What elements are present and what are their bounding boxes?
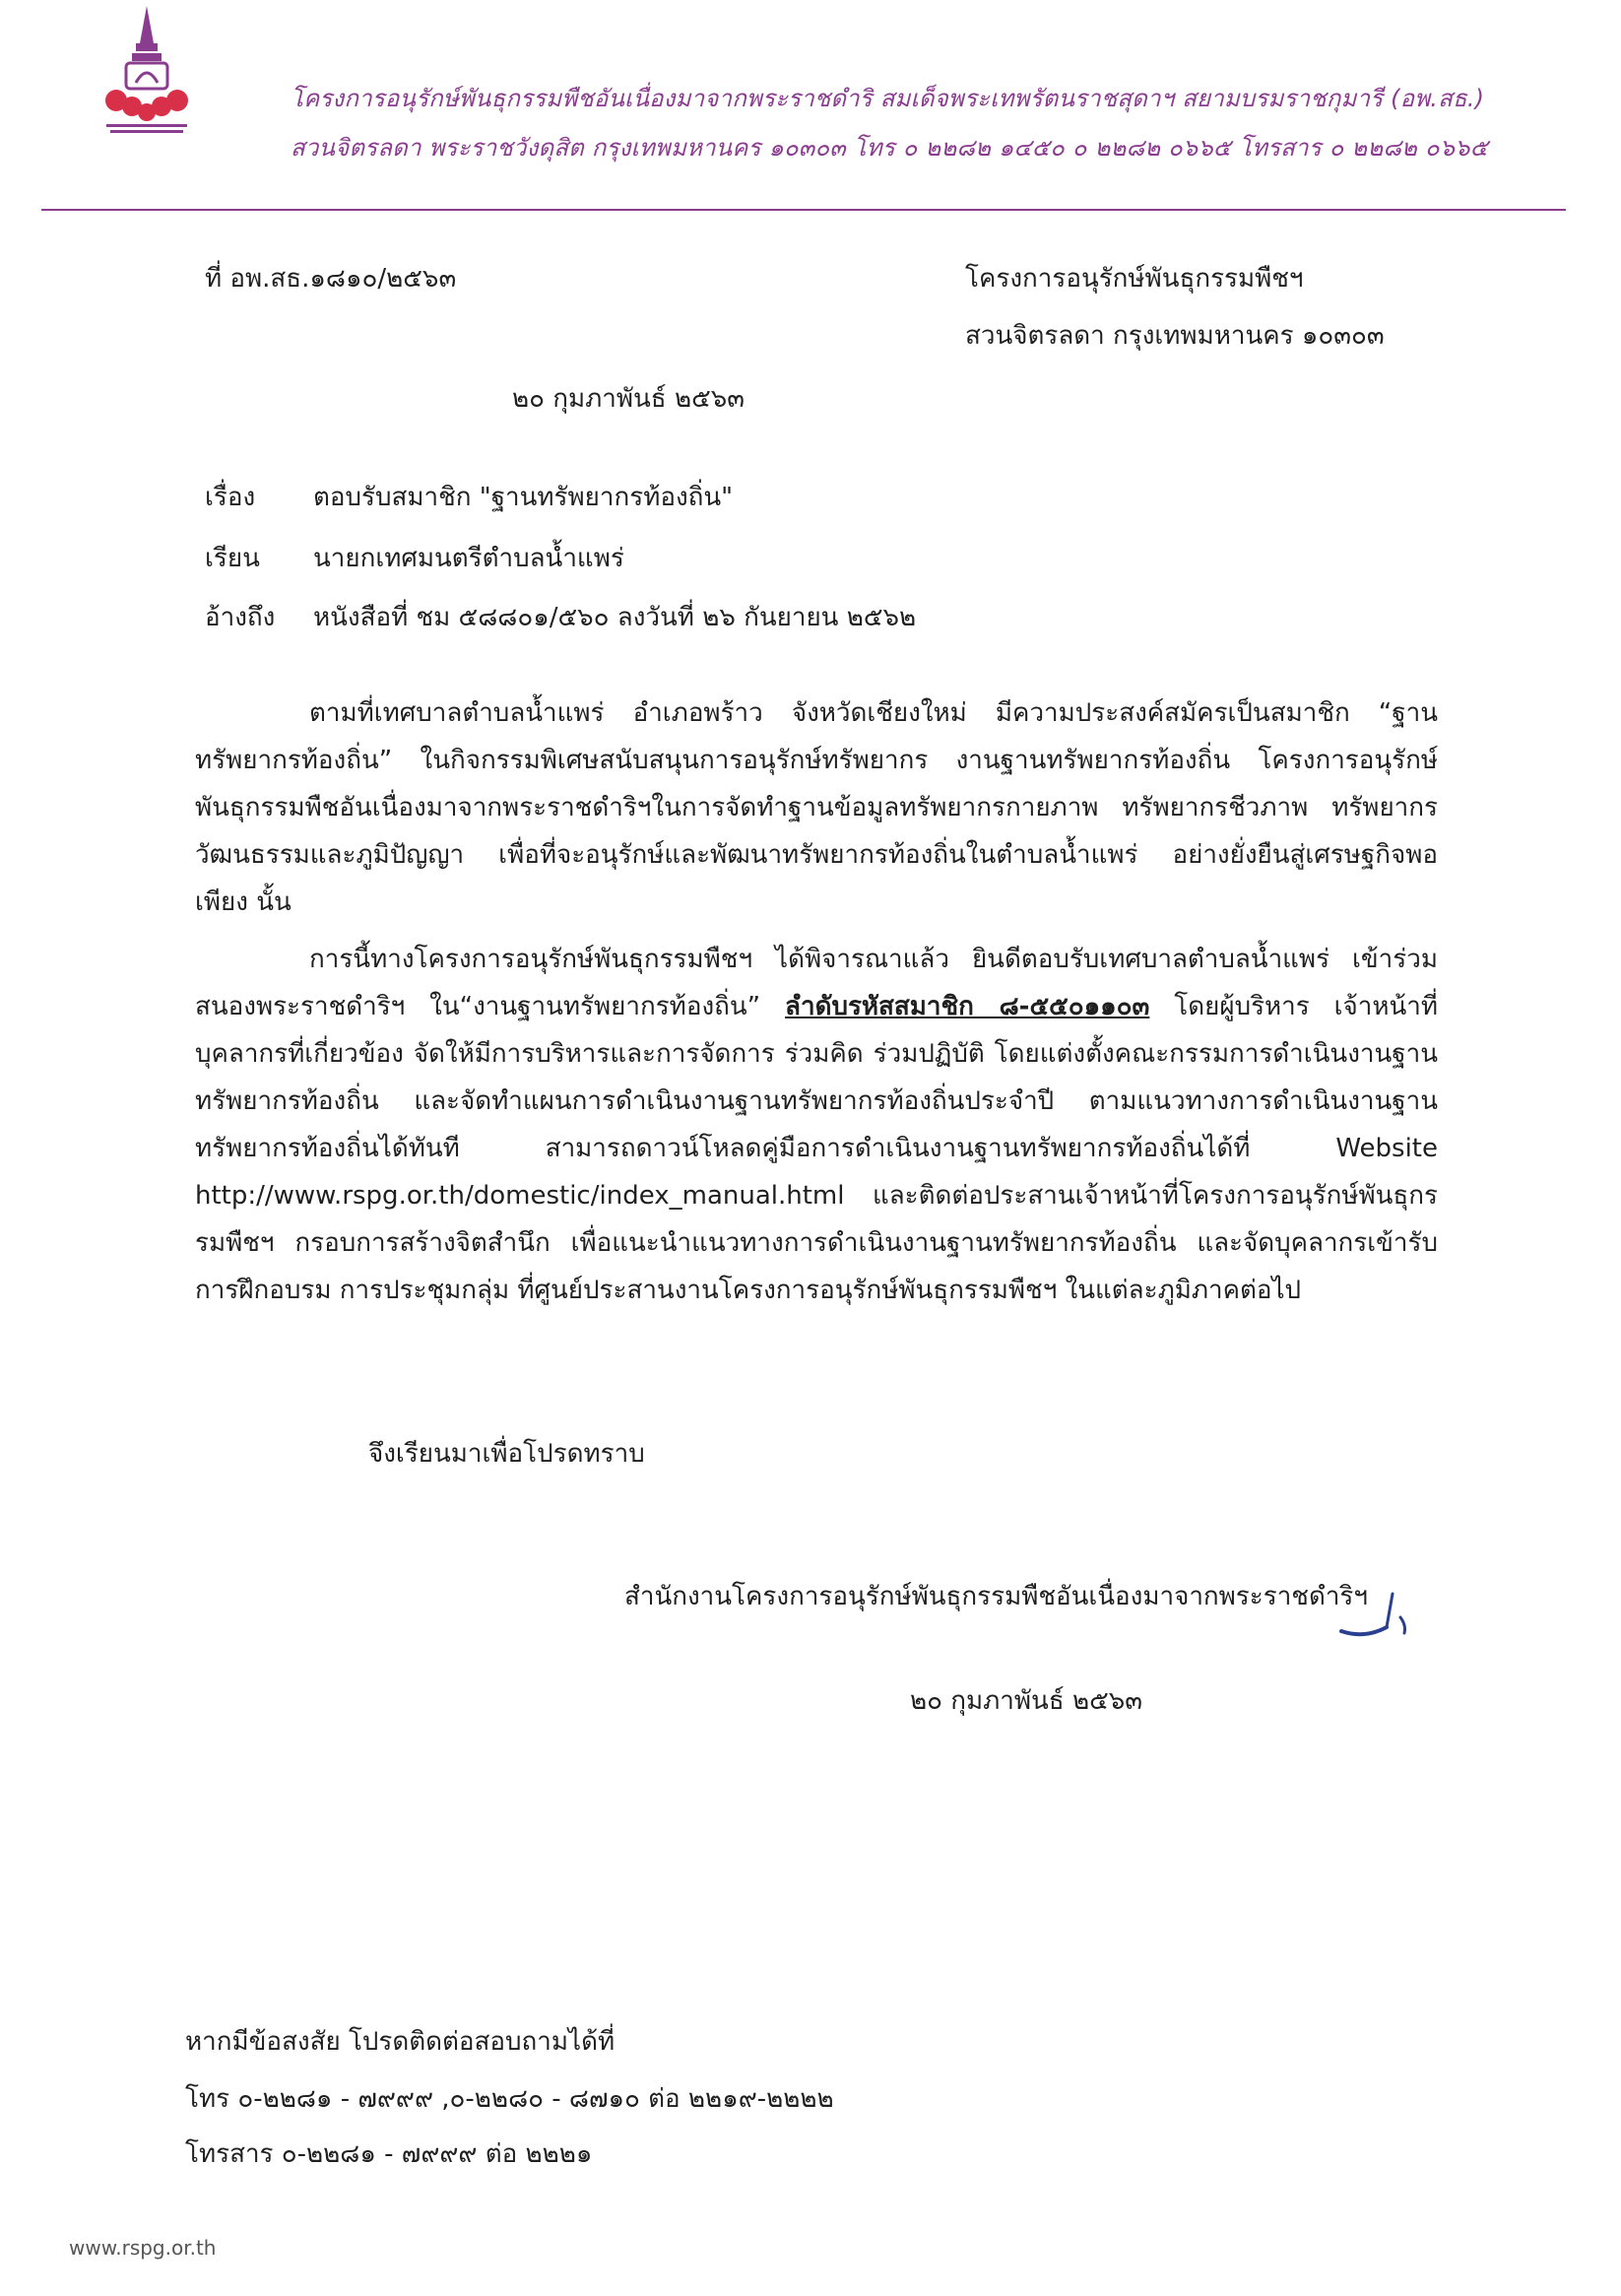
document-number: ที่ อพ.สธ.๑๘๑๐/๒๕๖๓ [205, 264, 457, 294]
paragraph-2-intro: การนี้ทางโครงการอนุรักษ์พันธุกรรมพืชฯ ได้พิจารณาแล้ว ยินดีตอบรับเทศบาลตำบลน้ำแพร่ เข้าร่วมสนองพระราชดำริฯ ใน“งานฐานทรัพยากรท้องถิ่น” [195, 945, 1438, 1021]
subject-text: ตอบรับสมาชิก "ฐานทรัพยากรท้องถิ่น" [313, 483, 734, 512]
contact-phone: โทร ๐-๒๒๘๑ - ๗๙๙๙ ,๐-๒๒๘๐ - ๘๗๑๐ ต่อ ๒๒๑๙-๒๒๒๒ [185, 2084, 834, 2114]
body-paragraph-1: ตามที่เทศบาลตำบลน้ำแพร่ อำเภอพร้าว จังหวัดเชียงใหม่ มีความประสงค์สมัครเป็นสมาชิก “ฐานทรัพยากรท้องถิ่น” ในกิจกรรมพิเศษสนับสนุนการอนุรักษ์ทรัพยากร งานฐานทรัพยากรท้องถิ่น โครงการอนุรักษ์พันธุกรรมพืชอันเนื่องมาจากพระราชดำริฯในการจัดทำฐานข้อมูลทรัพยากรกายภาพ ทรัพยากรชีวภาพ ทรัพยากรวัฒนธรรมและภูมิปัญญา เพื่อที่จะอนุรักษ์และพัฒนาทรัพยากรท้องถิ่นในตำบลน้ำแพร่ อย่างยั่งยืนสู่เศรษฐกิจพอเพียง นั้น [195, 698, 1438, 917]
letterhead-line-2: สวนจิตรลดา พระราชวังดุสิต กรุงเทพมหานคร ๑๐๓๐๓ โทร ๐ ๒๒๘๒ ๑๔๕๐ ๐ ๒๒๘๒ ๐๖๖๕ โทรสาร ๐ ๒๒๘๒ ๐๖๖๕ [291, 134, 1488, 162]
signature-mark [1335, 1588, 1424, 1657]
recipient-label: เรียน [205, 544, 260, 573]
letterhead-divider [41, 209, 1566, 211]
sender-address: สวนจิตรลดา กรุงเทพมหานคร ๑๐๓๐๓ [965, 321, 1385, 351]
signing-office: สำนักงานโครงการอนุรักษ์พันธุกรรมพืชอันเนื่องมาจากพระราชดำริฯ [624, 1582, 1368, 1611]
subject-label: เรื่อง [205, 483, 256, 512]
closing-text: จึงเรียนมาเพื่อโปรดทราบ [368, 1439, 645, 1469]
emblem-logo [97, 4, 197, 142]
letterhead-line-1: โครงการอนุรักษ์พันธุกรรมพืชอันเนื่องมาจากพระราชดำริ สมเด็จพระเทพรัตนราชสุดาฯ สยามบรมราชกุมารี (อพ.สธ.) [291, 85, 1485, 112]
recipient-text: นายกเทศมนตรีตำบลน้ำแพร่ [313, 544, 624, 573]
paragraph-2-rest: โดยผู้บริหาร เจ้าหน้าที่บุคลากรที่เกี่ยวข้อง จัดให้มีการบริหารและการจัดการ ร่วมคิด ร่วมปฏิบัติ โดยแต่งตั้งคณะกรรมการดำเนินงานฐานทรัพยากรท้องถิ่น และจัดทำแผนการดำเนินงานฐานทรัพยากรท้องถิ่นประจำปี ตามแนวทางการดำเนินงานฐานทรัพยากรท้องถิ่นได้ทันที สามารถดาวน์โหลดคู่มือการดำเนินงานฐานทรัพยากรท้องถิ่นได้ที่ Website http://www.rspg.or.th/domestic/index_manual.html และติดต่อประสานเจ้าหน้าที่โครงการอนุรักษ์พันธุกรรมพืชฯ กรอบการสร้างจิตสำนึก เพื่อแนะนำแนวทางการดำเนินงานฐานทรัพยากรท้องถิ่น และจัดบุคลากรเข้ารับการฝึกอบรม การประชุมกลุ่ม ที่ศูนย์ประสานงานโครงการอนุรักษ์พันธุกรรมพืชฯ ในแต่ละภูมิภาคต่อไป [195, 992, 1439, 1305]
body-paragraph-2 [195, 936, 1438, 1314]
member-code: ลำดับรหัสสมาชิก ๘-๕๕๐๑๑๐๓ [785, 992, 1150, 1021]
reference-text: หนังสือที่ ชม ๕๘๘๐๑/๕๖๐ ลงวันที่ ๒๖ กันยายน ๒๕๖๒ [313, 603, 917, 632]
signature-date: ๒๐ กุมภาพันธ์ ๒๕๖๓ [910, 1686, 1143, 1716]
contact-fax: โทรสาร ๐-๒๒๘๑ - ๗๙๙๙ ต่อ ๒๒๒๑ [185, 2139, 593, 2169]
contact-intro: หากมีข้อสงสัย โปรดติดต่อสอบถามได้ที่ [185, 2027, 616, 2057]
reference-label: อ้างถึง [205, 603, 276, 632]
sender-name: โครงการอนุรักษ์พันธุกรรมพืชฯ [965, 264, 1304, 294]
footer-website: www.rspg.or.th [69, 2236, 217, 2260]
letter-date: ๒๐ กุมภาพันธ์ ๒๕๖๓ [512, 384, 746, 414]
